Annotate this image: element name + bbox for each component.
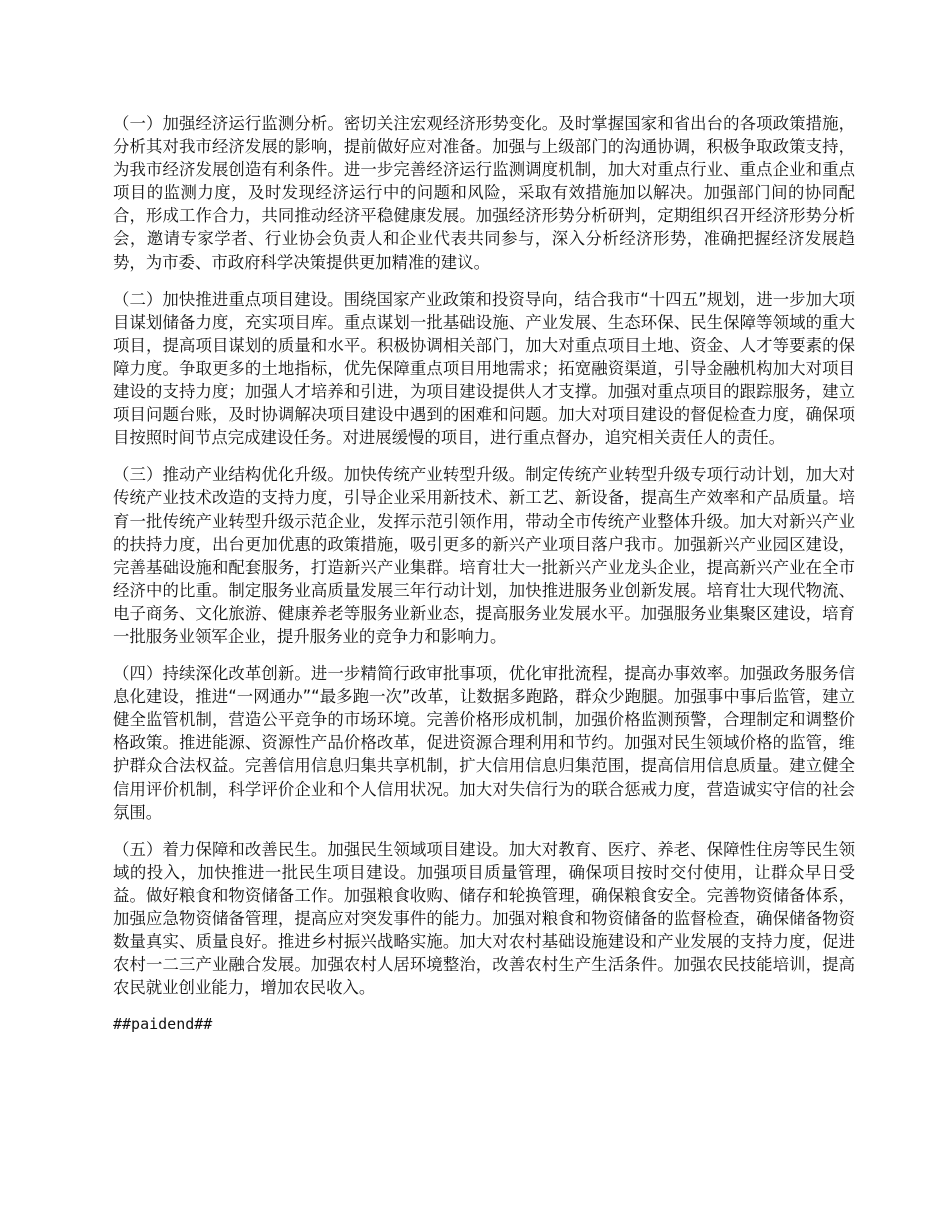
document-body <box>113 112 855 1036</box>
paragraph-5: （五）着力保障和改善民生。加强民生领域项目建设。加大对教育、医疗、养老、保障性住房等民生领域的投入，加快推进一批民生项目建设。加强项目质量管理，确保项目按时交付使用，让群众早日受益。做好粮食和物资储备工作。加强粮食收购、储存和轮换管理，确保粮食安全。完善物资储备体系，加强应急物资储备管理，提高应对突发事件的能力。加强对粮食和物资储备的监督检查，确保储备物资数量真实、质量良好。推进乡村振兴战略实施。加大对农村基础设施建设和产业发展的支持力度，促进农村一二三产业融合发展。加强农村人居环境整治，改善农村生产生活条件。加强农民技能培训，提高农民就业创业能力，增加农民收入。 <box>113 839 855 998</box>
paragraph-2: （二）加快推进重点项目建设。围绕国家产业政策和投资导向，结合我市“十四五”规划，进一步加大项目谋划储备力度，充实项目库。重点谋划一批基础设施、产业发展、生态环保、民生保障等领域的重大项目，提高项目谋划的质量和水平。积极协调相关部门，加大对重点项目土地、资金、人才等要素的保障力度。争取更多的土地指标，优先保障重点项目用地需求；拓宽融资渠道，引导金融机构加大对项目建设的支持力度；加强人才培养和引进，为项目建设提供人才支撑。加强对重点项目的跟踪服务，建立项目问题台账，及时协调解决项目建设中遇到的困难和问题。加大对项目建设的督促检查力度，确保项目按照时间节点完成建设任务。对进展缓慢的项目，进行重点督办，追究相关责任人的责任。 <box>113 289 855 448</box>
paragraph-1: （一）加强经济运行监测分析。密切关注宏观经济形势变化。及时掌握国家和省出台的各项政策措施，分析其对我市经济发展的影响，提前做好应对准备。加强与上级部门的沟通协调，积极争取政策支持，为我市经济发展创造有利条件。进一步完善经济运行监测调度机制，加大对重点行业、重点企业和重点项目的监测力度，及时发现经济运行中的问题和风险，采取有效措施加以解决。加强部门间的协同配合，形成工作合力，共同推动经济平稳健康发展。加强经济形势分析研判，定期组织召开经济形势分析会，邀请专家学者、行业协会负责人和企业代表共同参与，深入分析经济形势，准确把握经济发展趋势，为市委、市政府科学决策提供更加精准的建议。 <box>113 114 855 272</box>
paid-end-marker: ##paidend## <box>113 1015 213 1034</box>
paragraph-3: （三）推动产业结构优化升级。加快传统产业转型升级。制定传统产业转型升级专项行动计划，加大对传统产业技术改造的支持力度，引导企业采用新技术、新工艺、新设备，提高生产效率和产品质量。培育一批传统产业转型升级示范企业，发挥示范引领作用，带动全市传统产业整体升级。加大对新兴产业的扶持力度，出台更加优惠的政策措施，吸引更多的新兴产业项目落户我市。加强新兴产业园区建设，完善基础设施和配套服务，打造新兴产业集群。培育壮大一批新兴产业龙头企业，提高新兴产业在全市经济中的比重。制定服务业高质量发展三年行动计划，加快推进服务业创新发展。培育壮大现代物流、电子商务、文化旅游、健康养老等服务业新业态，提高服务业发展水平。加强服务业集聚区建设，培育一批服务业领军企业，提升服务业的竞争力和影响力。 <box>113 465 855 646</box>
paragraph-4: （四）持续深化改革创新。进一步精简行政审批事项，优化审批流程，提高办事效率。加强政务服务信息化建设，推进“一网通办”“最多跑一次”改革，让数据多跑路，群众少跑腿。加强事中事后监管，建立健全监管机制，营造公平竞争的市场环境。完善价格形成机制，加强价格监测预警，合理制定和调整价格政策。推进能源、资源性产品价格改革，促进资源合理利用和节约。加强对民生领域价格的监管，维护群众合法权益。完善信用信息归集共享机制，扩大信用信息归集范围，提高信用信息质量。建立健全信用评价机制，科学评价企业和个人信用状况。加大对失信行为的联合惩戒力度，营造诚实守信的社会氛围。 <box>113 664 855 822</box>
